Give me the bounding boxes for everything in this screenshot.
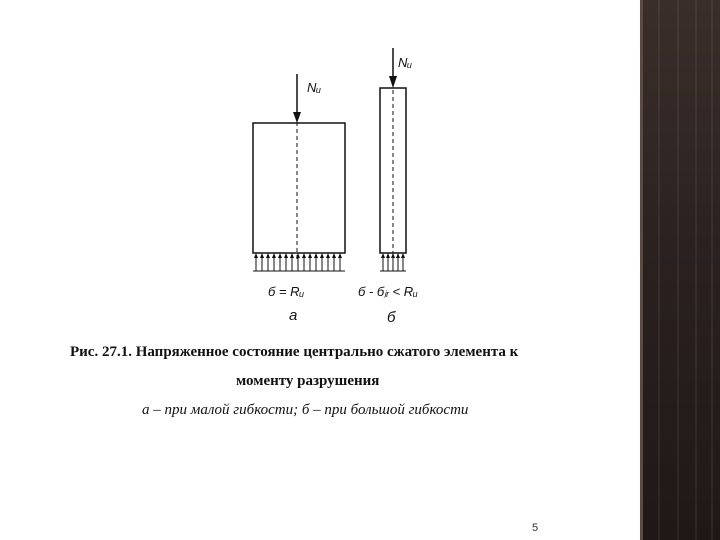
slender-sublabel: б: [387, 309, 396, 326]
sidebar-streak: [695, 0, 697, 540]
sidebar-edge: [640, 0, 643, 540]
caption-line-3: а – при малой гибкости; б – при большой гибкости: [142, 402, 469, 418]
slender-force-label: Nᵤ: [398, 55, 412, 70]
stocky-force-label: Nᵤ: [307, 80, 321, 95]
slender-stress-label: б ‑ бⱼᵣ < Rᵤ: [358, 284, 418, 299]
page-number: 5: [532, 522, 539, 534]
caption-line-2: моменту разрушения: [236, 373, 380, 389]
stocky-sublabel: а: [289, 307, 298, 324]
stocky-element: [253, 74, 345, 324]
sidebar-streak: [677, 0, 679, 540]
stocky-stress-label: б = Rᵤ: [268, 284, 305, 299]
sidebar-streak: [658, 0, 660, 540]
slender-element: [358, 48, 418, 326]
stocky-element-body: [253, 123, 345, 253]
decorative-sidebar: [640, 0, 720, 540]
stocky-force-arrowhead: [293, 112, 301, 123]
slender-force-arrowhead: [389, 76, 397, 88]
sidebar-streak: [711, 0, 713, 540]
caption-line-1: Рис. 27.1. Напряженное состояние центрально сжатого элемента к: [70, 344, 519, 360]
